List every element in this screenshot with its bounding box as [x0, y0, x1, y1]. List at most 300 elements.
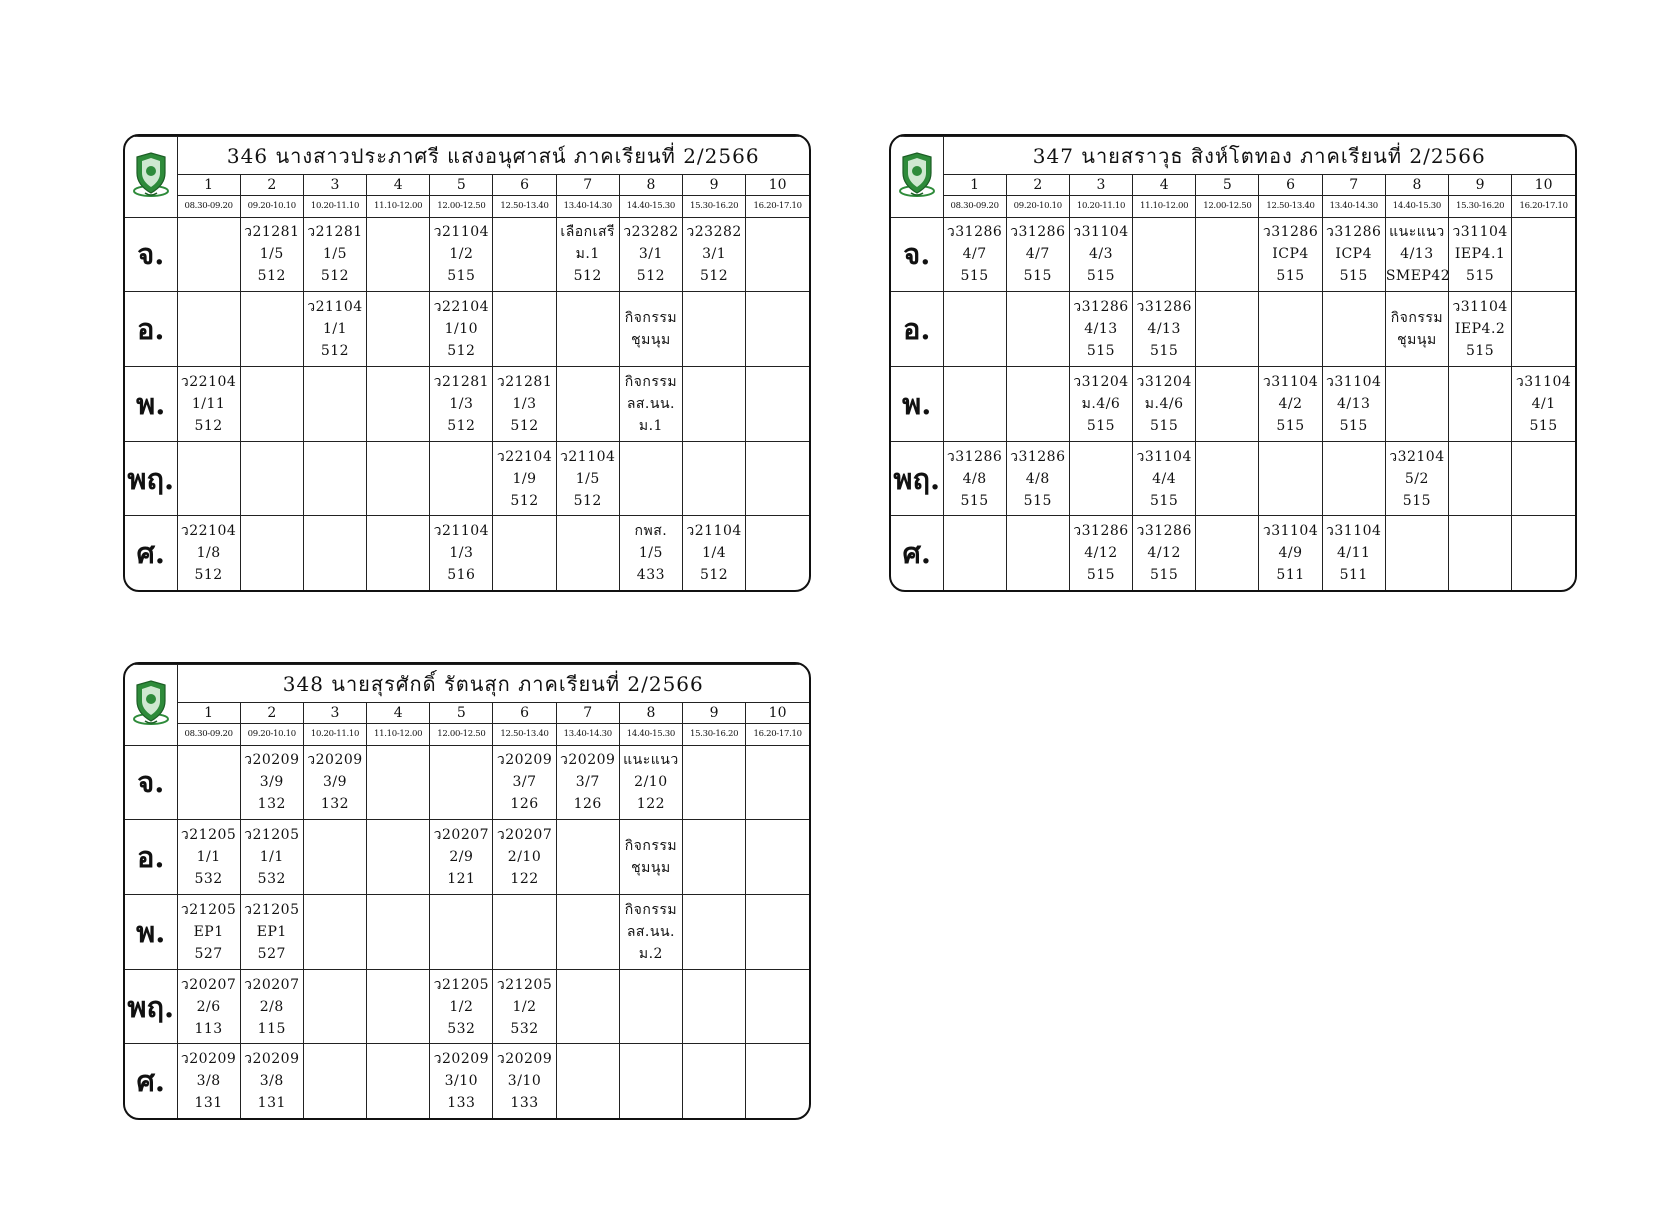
slot-line: 2/10 [634, 774, 668, 791]
slot-line: 4/3 [1088, 246, 1113, 263]
class-slot [240, 819, 303, 894]
slot-line: 515 [1086, 418, 1116, 434]
slot-line: ว20207 [433, 826, 490, 843]
slot-line: 3/10 [507, 1073, 542, 1090]
slot-line: 3/7 [575, 774, 600, 791]
slot-line: 1/10 [444, 320, 479, 337]
slot-line: แนะแนว [623, 752, 679, 769]
slot-line: 515 [1276, 268, 1305, 285]
slot-line: ว20209 [244, 1051, 300, 1068]
slot-line: ว20209 [433, 1051, 490, 1068]
class-slot [1322, 516, 1385, 590]
day-label: อ. [125, 291, 177, 366]
class-slot [1449, 516, 1512, 590]
class-slot [943, 516, 1006, 590]
class-slot [493, 516, 556, 590]
day-label: พ. [125, 366, 177, 441]
slot-line: ว21205 [244, 826, 300, 843]
class-slot [430, 970, 493, 1044]
period-time: 11.10-12.00 [1133, 196, 1196, 217]
period-number: 3 [303, 703, 366, 724]
slot-line: ม.4/6 [1144, 396, 1184, 412]
day-row [125, 442, 809, 516]
slot-line: ว22104 [180, 374, 237, 390]
class-slot [619, 970, 682, 1044]
slot-line: 1/8 [196, 545, 221, 562]
class-slot [1385, 516, 1448, 590]
class-slot [367, 819, 430, 894]
slot-line: 3/1 [638, 246, 663, 263]
slot-line: 4/7 [962, 246, 987, 263]
slot-line: EP1 [193, 924, 224, 940]
class-slot [177, 217, 240, 291]
class-slot [746, 291, 809, 366]
slot-line: ว21281 [496, 374, 553, 390]
slot-line: ว21104 [433, 224, 490, 241]
slot-line: 1/9 [512, 470, 537, 487]
class-slot [1512, 291, 1575, 366]
period-time: 09.20-10.10 [1006, 196, 1069, 217]
slot-line: ว31286 [1010, 448, 1066, 465]
period-number: 3 [303, 175, 366, 196]
period-time: 16.20-17.10 [1512, 196, 1575, 217]
class-slot [303, 291, 366, 366]
slot-line: ม.4/6 [1081, 396, 1121, 412]
period-number: 6 [493, 175, 556, 196]
slot-line: 1/5 [322, 246, 347, 263]
class-slot [746, 442, 809, 516]
slot-line: ว31104 [1326, 523, 1382, 540]
class-slot [1322, 442, 1385, 516]
class-slot [1385, 366, 1448, 441]
class-slot [1133, 291, 1196, 366]
slot-line: 3/8 [196, 1073, 221, 1090]
timetable-title: 346 นางสาวประภาศรี แสงอนุศาสน์ ภาคเรียนที่ 2/2566 [177, 137, 809, 175]
slot-line: 3/9 [259, 774, 284, 791]
period-number: 7 [556, 703, 619, 724]
slot-line: ว20209 [180, 1051, 237, 1068]
class-slot [240, 745, 303, 819]
slot-line: ว21281 [244, 224, 300, 241]
period-number: 2 [240, 175, 303, 196]
slot-line: 515 [1276, 418, 1305, 434]
slot-line: 512 [447, 342, 476, 359]
class-slot [1196, 366, 1259, 441]
class-slot [746, 217, 809, 291]
slot-line: 527 [194, 946, 223, 962]
slot-line: 4/8 [1025, 470, 1050, 487]
slot-line: ม.1 [575, 246, 600, 263]
slot-line: 121 [447, 870, 476, 887]
slot-line: 3/1 [702, 246, 727, 263]
class-slot [683, 516, 746, 590]
slot-line: 512 [257, 268, 286, 285]
class-slot [367, 894, 430, 969]
class-slot [1196, 516, 1259, 590]
class-slot [1449, 217, 1512, 291]
slot-line: 515 [960, 268, 989, 285]
period-number: 9 [683, 175, 746, 196]
slot-line: 1/4 [702, 545, 727, 562]
slot-line: 515 [1086, 342, 1116, 359]
period-time: 15.30-16.20 [683, 724, 746, 745]
period-time: 12.00-12.50 [1196, 196, 1259, 217]
class-slot [943, 217, 1006, 291]
slot-line: ว31104 [1452, 224, 1508, 241]
slot-line: 512 [194, 567, 223, 584]
slot-line: ว21104 [560, 448, 616, 465]
class-slot [177, 745, 240, 819]
period-time: 15.30-16.20 [1449, 196, 1512, 217]
school-emblem-icon [891, 137, 943, 218]
slot-line: ว21281 [307, 224, 363, 241]
class-slot [556, 291, 619, 366]
slot-line: 515 [1086, 268, 1116, 285]
slot-line: ลส.นน. [626, 396, 675, 412]
class-slot [493, 442, 556, 516]
slot-line: 1/1 [259, 848, 284, 865]
class-slot [177, 1044, 240, 1118]
period-time: 16.20-17.10 [746, 196, 809, 217]
slot-line: IEP4.1 [1454, 246, 1506, 263]
slot-line: กิจกรรม [624, 837, 678, 854]
day-label: อ. [125, 819, 177, 894]
slot-line: 133 [510, 1095, 539, 1112]
slot-line: 515 [1339, 418, 1368, 434]
slot-line: 512 [320, 342, 350, 359]
slot-line: ว31286 [946, 224, 1003, 241]
period-time: 12.50-13.40 [493, 724, 556, 745]
schedule-table [891, 136, 1575, 590]
period-time: 09.20-10.10 [240, 724, 303, 745]
class-slot [240, 516, 303, 590]
class-slot [1512, 442, 1575, 516]
slot-line: 4/12 [1147, 545, 1181, 562]
class-slot [240, 366, 303, 441]
slot-line: ICP4 [1335, 246, 1372, 263]
slot-line: ว31286 [946, 448, 1003, 465]
slot-line: 132 [320, 796, 350, 813]
class-slot [619, 217, 682, 291]
schedule-table [125, 664, 809, 1118]
class-slot [303, 516, 366, 590]
slot-line: 515 [1150, 418, 1179, 434]
slot-line: 2/8 [259, 998, 284, 1015]
slot-line: ว20209 [496, 1051, 553, 1068]
class-slot [1512, 217, 1575, 291]
period-time: 14.40-15.30 [619, 724, 682, 745]
class-slot [430, 1044, 493, 1118]
slot-line: 126 [573, 796, 602, 813]
period-number: 2 [1006, 175, 1069, 196]
class-slot [367, 1044, 430, 1118]
slot-line: 1/5 [259, 246, 284, 263]
day-row [125, 894, 809, 969]
period-time: 08.30-09.20 [177, 196, 240, 217]
period-number: 9 [1449, 175, 1512, 196]
slot-line: ว31104 [1452, 298, 1508, 315]
slot-line: 122 [636, 796, 666, 813]
class-slot [493, 1044, 556, 1118]
slot-line: 2/10 [507, 848, 542, 865]
slot-line: 4/7 [1025, 246, 1050, 263]
class-slot [1385, 442, 1448, 516]
slot-line: 512 [699, 268, 729, 285]
class-slot [493, 291, 556, 366]
period-time: 11.10-12.00 [367, 196, 430, 217]
class-slot [556, 442, 619, 516]
slot-line: ว31286 [1326, 224, 1382, 241]
slot-line: กิจกรรม [1390, 309, 1444, 326]
slot-line: ว32104 [1389, 448, 1445, 465]
slot-line: 1/3 [449, 396, 474, 412]
period-time: 16.20-17.10 [746, 724, 809, 745]
class-slot [556, 745, 619, 819]
period-number: 4 [367, 175, 430, 196]
day-row [891, 291, 1575, 366]
slot-line: ว21205 [244, 902, 300, 918]
slot-line: 532 [510, 1020, 539, 1037]
slot-line: ICP4 [1272, 246, 1309, 263]
period-number: 5 [1196, 175, 1259, 196]
day-label: พ. [125, 894, 177, 969]
slot-line: ว21104 [307, 298, 363, 315]
class-slot [1069, 366, 1132, 441]
slot-line: ว22104 [433, 298, 490, 315]
period-time: 12.50-13.40 [493, 196, 556, 217]
class-slot [1006, 366, 1069, 441]
class-slot [493, 970, 556, 1044]
class-slot [683, 894, 746, 969]
day-row [891, 366, 1575, 441]
slot-line: 1/2 [512, 998, 537, 1015]
slot-line: 515 [1529, 418, 1558, 434]
period-time: 08.30-09.20 [943, 196, 1006, 217]
period-number: 5 [430, 175, 493, 196]
class-slot [683, 819, 746, 894]
class-slot [430, 894, 493, 969]
school-emblem-icon [125, 665, 177, 746]
schedule-table [125, 136, 809, 590]
slot-line: ว23282 [686, 224, 742, 241]
class-slot [303, 894, 366, 969]
slot-line: ว21205 [433, 976, 490, 993]
class-slot [240, 217, 303, 291]
class-slot [1006, 217, 1069, 291]
day-label: ศ. [891, 516, 943, 590]
period-time: 08.30-09.20 [177, 724, 240, 745]
day-label: อ. [891, 291, 943, 366]
slot-line: ชุมนุม [631, 331, 671, 348]
slot-line: 115 [257, 1020, 286, 1037]
slot-line: ว21205 [180, 826, 237, 843]
slot-line: 515 [1465, 342, 1495, 359]
class-slot [683, 745, 746, 819]
class-slot [177, 291, 240, 366]
period-number: 1 [177, 175, 240, 196]
class-slot [303, 819, 366, 894]
class-slot [177, 894, 240, 969]
period-number: 10 [746, 175, 809, 196]
class-slot [1385, 217, 1451, 291]
slot-line: ชุมนุม [1397, 331, 1437, 348]
slot-line: ลส.นน. [626, 924, 675, 940]
class-slot [619, 442, 682, 516]
slot-line: 515 [1023, 492, 1052, 509]
class-slot [1133, 366, 1196, 441]
class-slot [619, 366, 682, 441]
period-time: 12.00-12.50 [430, 196, 493, 217]
slot-line: ม.2 [638, 946, 663, 962]
class-slot [619, 1044, 682, 1118]
class-slot [1259, 442, 1322, 516]
class-slot [303, 1044, 366, 1118]
day-row [125, 819, 809, 894]
class-slot [556, 366, 619, 441]
slot-line: 1/1 [322, 320, 347, 337]
class-slot [1006, 516, 1069, 590]
class-slot [303, 217, 366, 291]
period-time: 09.20-10.10 [240, 196, 303, 217]
timetable-title: 348 นายสุรศักดิ์ รัตนสุก ภาคเรียนที่ 2/2566 [177, 665, 809, 703]
period-time: 13.40-14.30 [556, 724, 619, 745]
period-number: 8 [619, 175, 682, 196]
class-slot [240, 442, 303, 516]
slot-line: EP1 [256, 924, 287, 940]
slot-line: 433 [636, 567, 666, 584]
slot-line: 4/13 [1336, 396, 1371, 412]
class-slot [493, 745, 556, 819]
class-slot [240, 291, 303, 366]
period-number: 6 [1259, 175, 1322, 196]
slot-line: 133 [447, 1095, 476, 1112]
timetable-347 [889, 134, 1577, 592]
slot-line: 515 [1150, 567, 1179, 584]
class-slot [1006, 442, 1069, 516]
slot-line: ว31104 [1136, 448, 1192, 465]
slot-line: 113 [194, 1020, 223, 1037]
period-number: 7 [1322, 175, 1385, 196]
timetable-346 [123, 134, 811, 592]
slot-line: 122 [510, 870, 539, 887]
slot-line: 131 [194, 1095, 223, 1112]
class-slot [367, 516, 430, 590]
slot-line: 3/7 [512, 774, 537, 791]
period-number: 5 [430, 703, 493, 724]
class-slot [430, 366, 493, 441]
slot-line: 512 [699, 567, 729, 584]
class-slot [746, 745, 809, 819]
class-slot [746, 1044, 809, 1118]
class-slot [1259, 516, 1322, 590]
class-slot [1449, 291, 1512, 366]
slot-line: ว21104 [433, 523, 490, 540]
period-time: 14.40-15.30 [1385, 196, 1448, 217]
slot-line: 512 [510, 418, 539, 434]
period-time: 10.20-11.10 [303, 724, 366, 745]
slot-line: ว20207 [180, 976, 237, 993]
slot-line: 1/1 [196, 848, 221, 865]
class-slot [303, 442, 366, 516]
class-slot [493, 894, 556, 969]
class-slot [367, 366, 430, 441]
slot-line: ว20209 [244, 752, 300, 769]
class-slot [177, 366, 240, 441]
slot-line: 4/1 [1531, 396, 1556, 412]
class-slot [493, 819, 556, 894]
class-slot [177, 442, 240, 516]
slot-line: ว31104 [1515, 374, 1572, 390]
class-slot [1449, 442, 1512, 516]
class-slot [619, 516, 682, 590]
slot-line: 512 [447, 418, 476, 434]
slot-line: เลือกเสรี [560, 224, 616, 241]
slot-line: ม.1 [638, 418, 663, 434]
class-slot [1133, 516, 1196, 590]
slot-line: 1/3 [449, 545, 474, 562]
class-slot [746, 819, 809, 894]
slot-line: SMEP42 [1385, 268, 1451, 285]
period-time: 11.10-12.00 [367, 724, 430, 745]
class-slot [556, 217, 619, 291]
class-slot [746, 970, 809, 1044]
slot-line: 515 [1465, 268, 1495, 285]
slot-line: ชุมนุม [631, 859, 671, 876]
day-row [125, 291, 809, 366]
class-slot [943, 442, 1006, 516]
slot-line: 1/2 [449, 998, 474, 1015]
period-number: 9 [683, 703, 746, 724]
slot-line: ว20209 [496, 752, 553, 769]
slot-line: ว21205 [180, 902, 237, 918]
day-row [891, 217, 1575, 291]
day-label: จ. [125, 745, 177, 819]
class-slot [683, 291, 746, 366]
slot-line: 511 [1339, 567, 1368, 584]
slot-line: 512 [573, 492, 602, 509]
period-number: 10 [746, 703, 809, 724]
slot-line: 4/13 [1084, 320, 1118, 337]
day-label: พฤ. [125, 970, 177, 1044]
day-row [891, 442, 1575, 516]
slot-line: 515 [1150, 492, 1179, 509]
class-slot [619, 819, 682, 894]
class-slot [1322, 217, 1385, 291]
day-label: พฤ. [891, 442, 943, 516]
class-slot [556, 819, 619, 894]
class-slot [683, 970, 746, 1044]
slot-line: กิจกรรม [624, 374, 678, 390]
class-slot [943, 291, 1006, 366]
slot-line: 532 [194, 870, 223, 887]
class-slot [683, 442, 746, 516]
timetable-title: 347 นายสราวุธ สิงห์โตทอง ภาคเรียนที่ 2/2566 [943, 137, 1575, 175]
class-slot [1322, 366, 1385, 441]
day-label: จ. [125, 217, 177, 291]
slot-line: 515 [1402, 492, 1432, 509]
class-slot [1133, 442, 1196, 516]
period-number: 3 [1069, 175, 1132, 196]
slot-line: 1/2 [449, 246, 474, 263]
class-slot [1069, 516, 1132, 590]
class-slot [303, 745, 366, 819]
slot-line: 2/9 [449, 848, 474, 865]
slot-line: 515 [1339, 268, 1368, 285]
slot-line: 4/11 [1336, 545, 1371, 562]
period-number: 7 [556, 175, 619, 196]
period-number: 1 [943, 175, 1006, 196]
slot-line: 515 [1150, 342, 1179, 359]
